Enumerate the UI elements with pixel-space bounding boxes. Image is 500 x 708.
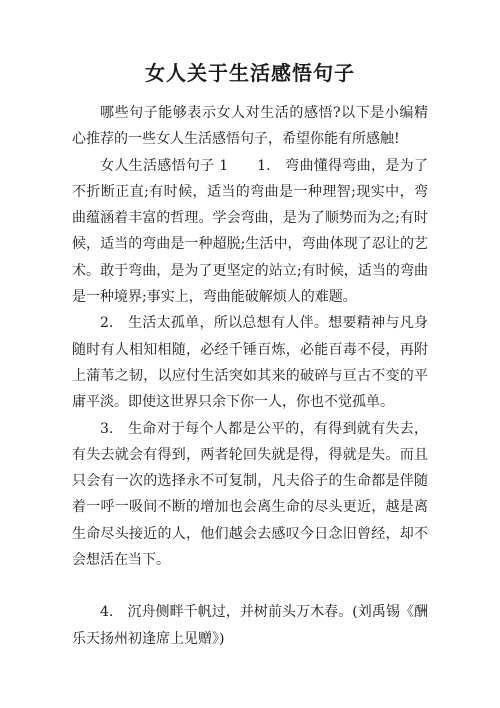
paragraph-2: 2. 生活太孤单，所以总想有人伴。想要精神与凡身随时有人相知相随，必经千锤百炼，必能百毒不侵，再附上蒲苇之韧，以应付生活突如其来的破碎与亘古不变的平庸平淡。即使这世界只余下你一人，你也不觉孤单。 xyxy=(72,315,428,411)
document-title: 女人关于生活感悟句子 xyxy=(145,61,355,85)
paragraph-3: 3. 生命对于每个人都是公平的，有得到就有失去，有失去就会有得到，两者轮回失就是得，得就是失。而且只会有一次的选择永不可复制，凡夫俗子的生命都是伴随着一呼一吸间不断的增加也会离生命的尽头更近，越是离生命尽头接近的人，他们越会去感叹今日念旧曾经，却不会想活在当下。 xyxy=(72,420,428,569)
paragraph-4: 4. 沉舟侧畔千帆过，并树前头万木春。(刘禹锡《酬乐天扬州初逢席上见赠》) xyxy=(72,604,428,647)
paragraph-1: 女人生活感悟句子 1 1. 弯曲懂得弯曲，是为了不折断正直;有时候，适当的弯曲是一种理智;现实中，弯曲蕴涵着丰富的哲理。学会弯曲，是为了顺势而为之;有时候，适当的弯曲是一种超脱;生活中，弯曲体现了忍让的艺术。敢于弯曲，是为了更坚定的站立;有时候，适当的弯曲是一种境界;事实上，弯曲能破解烦人的难题。 xyxy=(72,157,428,306)
intro-paragraph: 哪些句子能够表示女人对生活的感悟?以下是小编精心推荐的一些女人生活感悟句子，希望你能有所感触! xyxy=(72,105,428,148)
document-page xyxy=(72,58,428,652)
paragraph-spacer xyxy=(72,573,428,599)
